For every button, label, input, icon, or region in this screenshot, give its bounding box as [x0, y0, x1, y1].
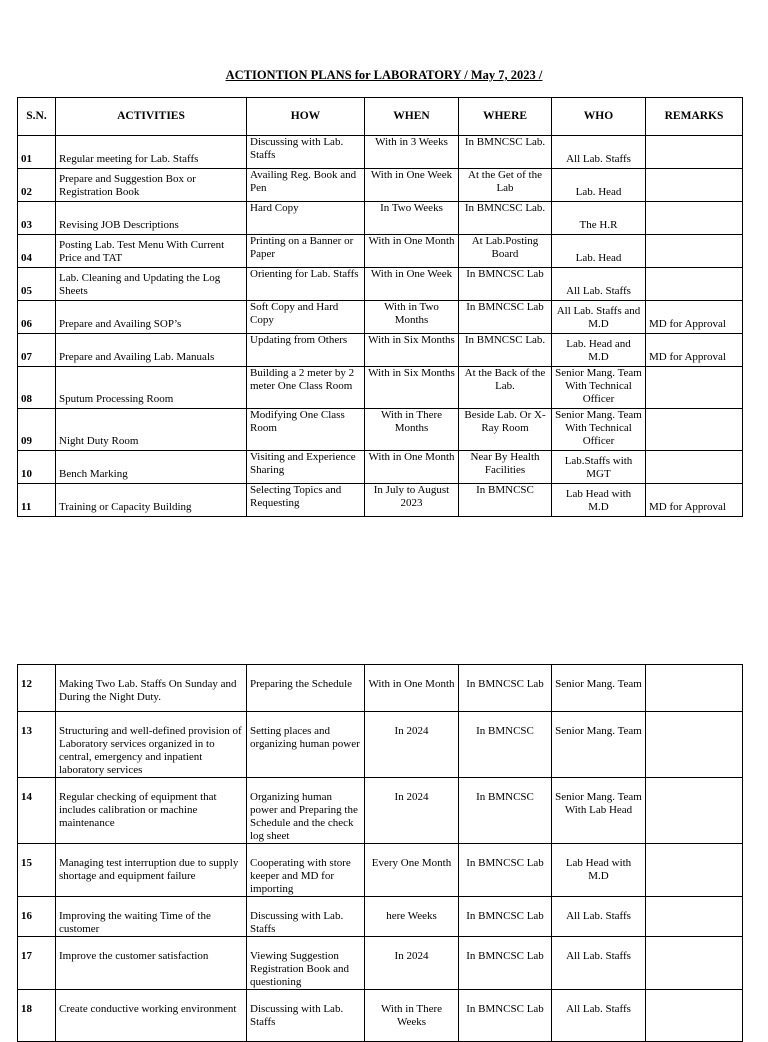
cell-when: With in One Week — [365, 169, 459, 202]
cell-where: In BMNCSC — [459, 484, 552, 517]
cell-activity: Managing test interruption due to supply shortage and equipment failure — [56, 844, 247, 897]
table-row — [18, 169, 743, 202]
cell-activity: Prepare and Suggestion Box or Registration Book — [56, 169, 247, 202]
cell-where: In BMNCSC Lab — [459, 268, 552, 301]
cell-sn: 05 — [18, 268, 56, 301]
cell-where: In BMNCSC Lab — [459, 844, 552, 897]
cell-who: Senior Mang. Team — [552, 712, 646, 778]
cell-sn: 15 — [18, 844, 56, 897]
cell-who: Senior Mang. Team With Technical Officer — [552, 367, 646, 409]
table-body-page-2 — [18, 665, 743, 1042]
cell-who: The H.R — [552, 202, 646, 235]
cell-how: Modifying One Class Room — [247, 409, 365, 451]
cell-how: Hard Copy — [247, 202, 365, 235]
cell-when: With in Six Months — [365, 367, 459, 409]
cell-who: All Lab. Staffs — [552, 937, 646, 990]
action-plan-table-continued — [17, 664, 743, 1042]
cell-who: All Lab. Staffs — [552, 268, 646, 301]
table-row — [18, 484, 743, 517]
cell-how: Selecting Topics and Requesting — [247, 484, 365, 517]
table-body-page-1 — [18, 136, 743, 517]
cell-remarks — [646, 202, 743, 235]
table-row — [18, 712, 743, 778]
cell-how: Availing Reg. Book and Pen — [247, 169, 365, 202]
cell-sn: 12 — [18, 665, 56, 712]
cell-activity: Sputum Processing Room — [56, 367, 247, 409]
cell-activity: Lab. Cleaning and Updating the Log Sheets — [56, 268, 247, 301]
cell-when: With in There Months — [365, 409, 459, 451]
cell-remarks — [646, 268, 743, 301]
header-who: WHO — [552, 98, 646, 136]
cell-remarks: MD for Approval — [646, 484, 743, 517]
cell-sn: 10 — [18, 451, 56, 484]
cell-sn: 04 — [18, 235, 56, 268]
cell-when: In July to August 2023 — [365, 484, 459, 517]
cell-who: All Lab. Staffs — [552, 990, 646, 1042]
cell-remarks — [646, 712, 743, 778]
cell-remarks — [646, 844, 743, 897]
cell-activity: Night Duty Room — [56, 409, 247, 451]
cell-where: In BMNCSC Lab. — [459, 136, 552, 169]
cell-activity: Create conductive working environment — [56, 990, 247, 1042]
cell-how: Discussing with Lab. Staffs — [247, 990, 365, 1042]
cell-when: In 2024 — [365, 778, 459, 844]
cell-sn: 08 — [18, 367, 56, 409]
cell-how: Discussing with Lab. Staffs — [247, 136, 365, 169]
cell-how: Preparing the Schedule — [247, 665, 365, 712]
cell-remarks: MD for Approval — [646, 334, 743, 367]
cell-sn: 09 — [18, 409, 56, 451]
table-row — [18, 778, 743, 844]
header-activities: ACTIVITIES — [56, 98, 247, 136]
cell-who: Senior Mang. Team With Technical Officer — [552, 409, 646, 451]
table-row — [18, 897, 743, 937]
cell-activity: Prepare and Availing Lab. Manuals — [56, 334, 247, 367]
cell-activity: Posting Lab. Test Menu With Current Price and TAT — [56, 235, 247, 268]
cell-sn: 18 — [18, 990, 56, 1042]
cell-when: With in One Week — [365, 268, 459, 301]
document-title: ACTIONTION PLANS for LABORATORY / May 7, 2023 / — [225, 68, 543, 82]
cell-where: At Lab.Posting Board — [459, 235, 552, 268]
cell-who: All Lab. Staffs — [552, 136, 646, 169]
cell-where: In BMNCSC Lab. — [459, 334, 552, 367]
header-remarks: REMARKS — [646, 98, 743, 136]
cell-where: In BMNCSC Lab — [459, 990, 552, 1042]
cell-remarks — [646, 778, 743, 844]
cell-when: here Weeks — [365, 897, 459, 937]
cell-remarks — [646, 235, 743, 268]
cell-how: Viewing Suggestion Registration Book and questioning — [247, 937, 365, 990]
cell-how: Orienting for Lab. Staffs — [247, 268, 365, 301]
cell-how: Building a 2 meter by 2 meter One Class Room — [247, 367, 365, 409]
cell-where: Beside Lab. Or X-Ray Room — [459, 409, 552, 451]
header-how: HOW — [247, 98, 365, 136]
cell-where: In BMNCSC Lab — [459, 301, 552, 334]
cell-when: With in Two Months — [365, 301, 459, 334]
cell-activity: Regular checking of equipment that includes calibration or machine maintenance — [56, 778, 247, 844]
cell-who: Senior Mang. Team — [552, 665, 646, 712]
cell-how: Setting places and organizing human power — [247, 712, 365, 778]
cell-activity: Bench Marking — [56, 451, 247, 484]
cell-where: In BMNCSC — [459, 712, 552, 778]
cell-who: Lab. Head — [552, 235, 646, 268]
cell-remarks — [646, 409, 743, 451]
cell-when: In 2024 — [365, 712, 459, 778]
cell-where: At the Get of the Lab — [459, 169, 552, 202]
table-row — [18, 202, 743, 235]
cell-activity: Improving the waiting Time of the customer — [56, 897, 247, 937]
cell-when: Every One Month — [365, 844, 459, 897]
cell-sn: 13 — [18, 712, 56, 778]
cell-when: With in There Weeks — [365, 990, 459, 1042]
cell-who: Senior Mang. Team With Lab Head — [552, 778, 646, 844]
cell-remarks — [646, 136, 743, 169]
cell-remarks — [646, 367, 743, 409]
cell-how: Organizing human power and Preparing the Schedule and the check log sheet — [247, 778, 365, 844]
cell-activity: Prepare and Availing SOP’s — [56, 301, 247, 334]
cell-where: Near By Health Facilities — [459, 451, 552, 484]
cell-sn: 07 — [18, 334, 56, 367]
cell-sn: 01 — [18, 136, 56, 169]
header-when: WHEN — [365, 98, 459, 136]
cell-when: In 2024 — [365, 937, 459, 990]
cell-when: With in One Month — [365, 665, 459, 712]
cell-remarks — [646, 169, 743, 202]
cell-activity: Making Two Lab. Staffs On Sunday and During the Night Duty. — [56, 665, 247, 712]
table-row — [18, 334, 743, 367]
table-header-row — [18, 98, 743, 136]
cell-how: Updating from Others — [247, 334, 365, 367]
cell-activity: Structuring and well-defined provision of Laboratory services organized in to central, emergency and inpatient laboratory services — [56, 712, 247, 778]
cell-who: Lab. Head and M.D — [552, 334, 646, 367]
cell-sn: 17 — [18, 937, 56, 990]
cell-remarks: MD for Approval — [646, 301, 743, 334]
cell-sn: 11 — [18, 484, 56, 517]
table-row — [18, 937, 743, 990]
cell-who: Lab.Staffs with MGT — [552, 451, 646, 484]
cell-where: In BMNCSC Lab — [459, 897, 552, 937]
cell-activity: Improve the customer satisfaction — [56, 937, 247, 990]
cell-when: With in One Month — [365, 451, 459, 484]
cell-who: Lab Head with M.D — [552, 844, 646, 897]
table-row — [18, 990, 743, 1042]
cell-when: With in Six Months — [365, 334, 459, 367]
cell-where: In BMNCSC Lab — [459, 937, 552, 990]
header-sn: S.N. — [18, 98, 56, 136]
table-row — [18, 136, 743, 169]
table-row — [18, 268, 743, 301]
table-row — [18, 409, 743, 451]
cell-sn: 03 — [18, 202, 56, 235]
cell-who: Lab Head with M.D — [552, 484, 646, 517]
cell-remarks — [646, 451, 743, 484]
cell-activity: Revising JOB Descriptions — [56, 202, 247, 235]
table-row — [18, 451, 743, 484]
cell-who: All Lab. Staffs and M.D — [552, 301, 646, 334]
cell-where: In BMNCSC Lab — [459, 665, 552, 712]
cell-where: In BMNCSC — [459, 778, 552, 844]
table-row — [18, 665, 743, 712]
cell-how: Cooperating with store keeper and MD for importing — [247, 844, 365, 897]
cell-sn: 06 — [18, 301, 56, 334]
cell-sn: 14 — [18, 778, 56, 844]
cell-sn: 02 — [18, 169, 56, 202]
table-row — [18, 235, 743, 268]
table-row — [18, 844, 743, 897]
cell-where: In BMNCSC Lab. — [459, 202, 552, 235]
cell-remarks — [646, 937, 743, 990]
cell-where: At the Back of the Lab. — [459, 367, 552, 409]
cell-when: With in 3 Weeks — [365, 136, 459, 169]
cell-who: All Lab. Staffs — [552, 897, 646, 937]
cell-how: Soft Copy and Hard Copy — [247, 301, 365, 334]
table-row — [18, 301, 743, 334]
cell-remarks — [646, 990, 743, 1042]
cell-how: Visiting and Experience Sharing — [247, 451, 365, 484]
cell-when: With in One Month — [365, 235, 459, 268]
cell-how: Printing on a Banner or Paper — [247, 235, 365, 268]
cell-when: In Two Weeks — [365, 202, 459, 235]
cell-activity: Regular meeting for Lab. Staffs — [56, 136, 247, 169]
cell-remarks — [646, 665, 743, 712]
cell-sn: 16 — [18, 897, 56, 937]
table-row — [18, 367, 743, 409]
cell-remarks — [646, 897, 743, 937]
cell-who: Lab. Head — [552, 169, 646, 202]
cell-activity: Training or Capacity Building — [56, 484, 247, 517]
action-plan-table — [17, 97, 743, 517]
cell-how: Discussing with Lab. Staffs — [247, 897, 365, 937]
header-where: WHERE — [459, 98, 552, 136]
